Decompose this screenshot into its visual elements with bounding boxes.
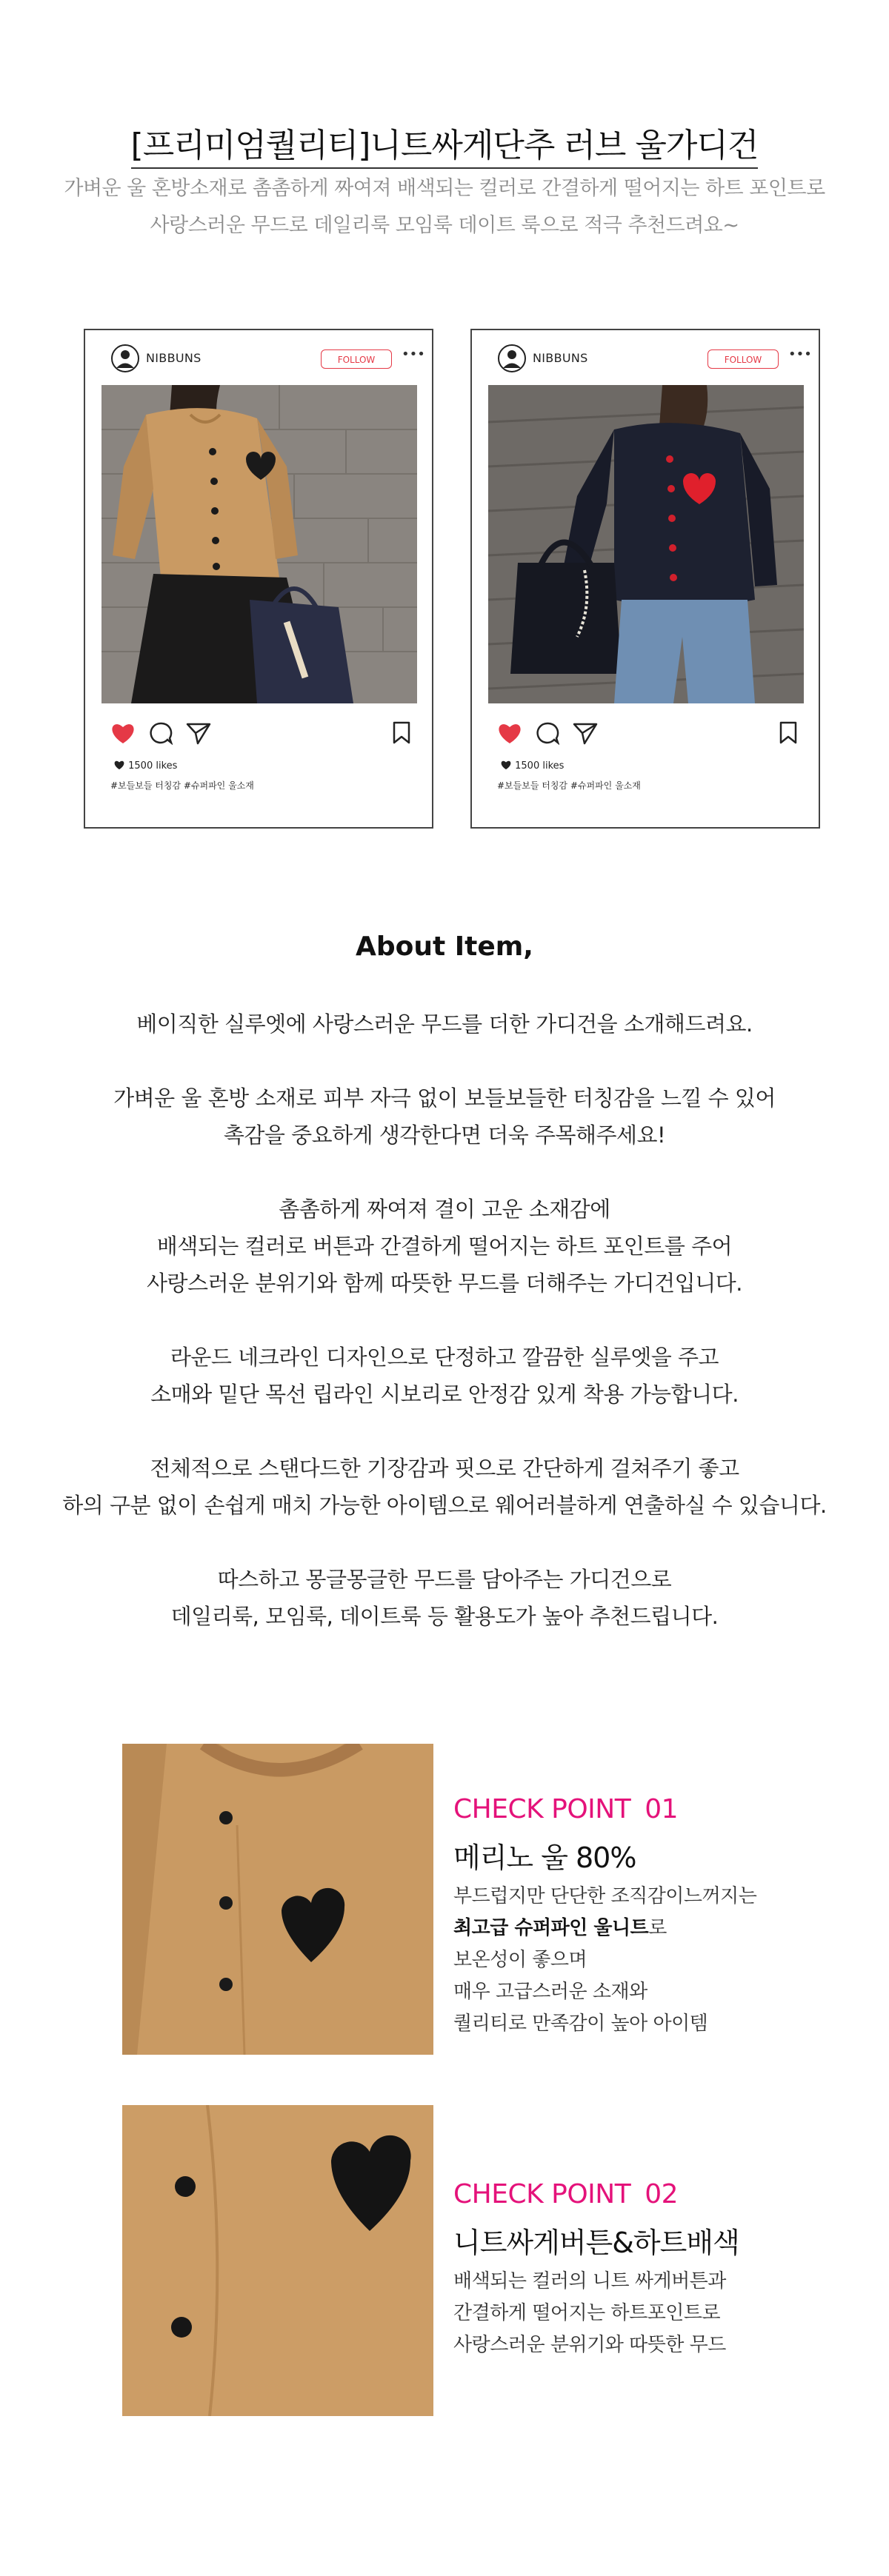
instagram-card — [470, 329, 820, 829]
share-send-icon[interactable] — [186, 721, 211, 745]
checkpoint-photo-heart-knit — [122, 1744, 433, 2055]
more-options-icon[interactable]: ••• — [788, 347, 812, 362]
checkpoint-description — [453, 2266, 726, 2361]
profile-avatar-icon — [110, 344, 140, 373]
checkpoint-title: 메리노 울 80% — [453, 1841, 636, 1874]
brand-name: NIBBUNS — [146, 351, 202, 365]
likes-text: 1500 likes — [128, 760, 178, 772]
card-actions — [497, 721, 801, 751]
small-heart-icon — [500, 760, 512, 770]
about-line: 촉감을 중요하게 생각한다면 더욱 주목해주세요! — [223, 1123, 666, 1148]
likes-count — [113, 760, 177, 772]
checkpoint-photo-buttons — [122, 2105, 433, 2416]
comment-icon[interactable] — [536, 721, 559, 745]
checkpoint-label — [453, 2179, 678, 2209]
checkpoint-description — [453, 1881, 756, 2040]
about-line: 소매와 밑단 목선 립라인 시보리로 안정감 있게 착용 가능합니다. — [150, 1382, 739, 1407]
about-paragraph — [0, 1561, 889, 1635]
checkpoint-line: 간결하게 떨어지는 하트포인트로 — [453, 2302, 721, 2324]
page-title — [0, 118, 889, 166]
checkpoint-line: 부드럽지만 단단한 조직감이느꺼지는 — [453, 1885, 757, 1907]
card-header — [110, 344, 425, 376]
about-paragraph — [0, 1080, 889, 1154]
brand-name: NIBBUNS — [533, 351, 588, 365]
checkpoint-line: 사랑스러운 분위기와 따뜻한 무드 — [453, 2334, 726, 2356]
checkpoint-label-text: CHECK POINT — [453, 2179, 631, 2209]
about-line: 촘촘하게 짜여져 결이 고운 소재감에 — [279, 1197, 610, 1222]
subtitle-line: 가벼운 울 혼방소재로 촘촘하게 짜여져 배색되는 컬러로 간결하게 떨어지는 하트 포인트로 — [64, 177, 825, 200]
about-paragraph — [0, 1339, 889, 1413]
instagram-card — [84, 329, 433, 829]
card-actions — [110, 721, 414, 751]
about-line: 라운드 네크라인 디자인으로 단정하고 깔끔한 실루엣을 주고 — [170, 1345, 719, 1370]
checkpoint-line: 배색되는 컬러의 니트 싸게버튼과 — [453, 2270, 726, 2292]
hashtags: #보들보들 터칭감 #슈퍼파인 울소재 — [497, 780, 641, 791]
page-title-text: [프리미엄퀄리티]니트싸게단추 러브 울가디건 — [131, 127, 759, 169]
checkpoint-line: 보온성이 좋으며 — [453, 1949, 587, 1971]
checkpoint-bold-text: 최고급 슈퍼파인 울니트 — [453, 1917, 649, 1939]
share-send-icon[interactable] — [573, 721, 598, 745]
about-paragraph — [0, 1191, 889, 1302]
checkpoint-title: 니트싸게버튼&하트배색 — [453, 2227, 739, 2259]
product-photo-camel — [101, 385, 417, 703]
hashtags: #보들보들 터칭감 #슈퍼파인 울소재 — [110, 780, 254, 791]
like-heart-icon[interactable] — [497, 721, 522, 745]
about-paragraph — [0, 1006, 889, 1043]
follow-button[interactable]: FOLLOW — [321, 349, 392, 369]
about-line: 가벼운 울 혼방 소재로 피부 자극 없이 보들보들한 터칭감을 느낄 수 있어 — [113, 1085, 776, 1111]
checkpoint-label-text: CHECK POINT — [453, 1794, 631, 1824]
product-photo-navy — [488, 385, 804, 703]
more-options-icon[interactable]: ••• — [402, 347, 425, 362]
card-header — [497, 344, 812, 376]
profile-avatar-icon — [497, 344, 527, 373]
small-heart-icon — [113, 760, 125, 770]
checkpoint-line-bold — [453, 1913, 756, 1944]
subtitle-line: 사랑스러운 무드로 데일리룩 모임룩 데이트 룩으로 적극 추천드려요~ — [150, 214, 739, 237]
about-line: 따스하고 몽글몽글한 무드를 담아주는 가디건으로 — [217, 1567, 672, 1592]
checkpoint-line: 매우 고급스러운 소재와 — [453, 1981, 647, 2003]
about-line: 베이직한 실루엣에 사랑스러운 무드를 더한 가디건을 소개해드려요. — [136, 1011, 753, 1037]
likes-text: 1500 likes — [515, 760, 565, 772]
checkpoint-number: 01 — [645, 1794, 678, 1824]
bookmark-icon[interactable] — [392, 721, 411, 745]
about-heading: About Item, — [356, 931, 533, 962]
subtitle — [0, 170, 889, 244]
likes-count — [500, 760, 564, 772]
about-line: 하의 구분 없이 손쉽게 매치 가능한 아이템으로 웨어러블하게 연출하실 수 있습니다. — [62, 1493, 827, 1518]
like-heart-icon[interactable] — [110, 721, 136, 745]
checkpoint-number: 02 — [645, 2179, 678, 2209]
follow-button[interactable]: FOLLOW — [707, 349, 779, 369]
about-line: 전체적으로 스탠다드한 기장감과 핏으로 간단하게 걸쳐주기 좋고 — [150, 1456, 739, 1481]
about-line: 배색되는 컬러로 버튼과 간결하게 떨어지는 하트 포인트를 주어 — [156, 1234, 733, 1259]
bookmark-icon[interactable] — [779, 721, 798, 745]
checkpoint-bold-suffix: 로 — [648, 1917, 667, 1939]
about-line: 사랑스러운 분위기와 함께 따뜻한 무드를 더해주는 가디건입니다. — [147, 1271, 742, 1296]
about-line: 데일리룩, 모임룩, 데이트룩 등 활용도가 높아 추천드립니다. — [170, 1604, 719, 1629]
comment-icon[interactable] — [149, 721, 173, 745]
checkpoint-line: 퀄리티로 만족감이 높아 아이템 — [453, 2013, 708, 2035]
checkpoint-label — [453, 1794, 678, 1824]
about-paragraph — [0, 1450, 889, 1524]
